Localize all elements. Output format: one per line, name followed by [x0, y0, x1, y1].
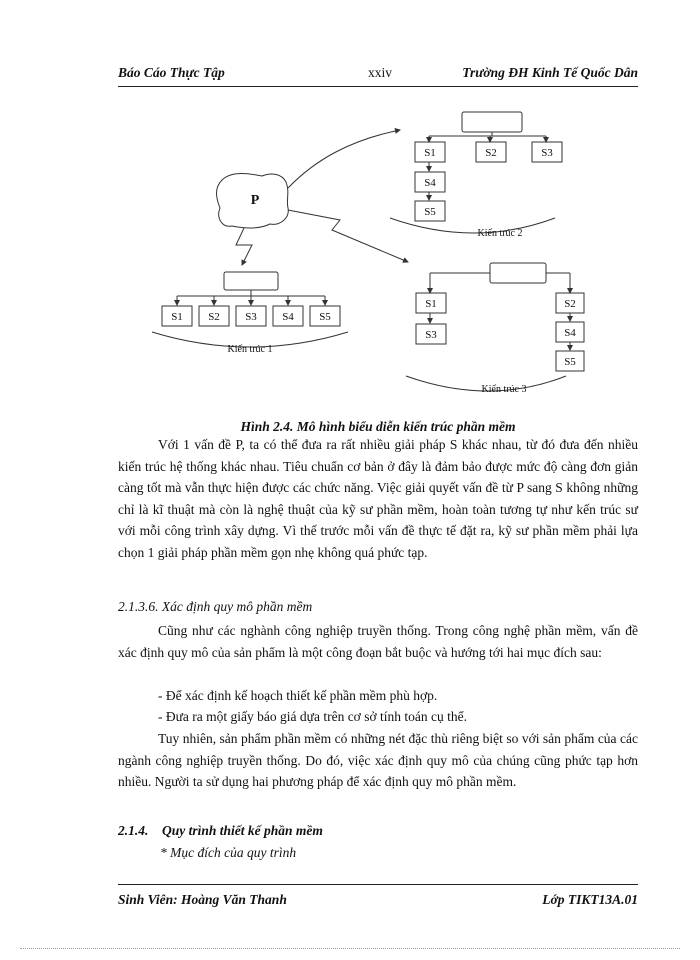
arch2-s3: S3	[541, 147, 553, 159]
purpose-line: * Mục đích của quy trình	[160, 845, 297, 860]
arch3-s3: S3	[425, 329, 437, 341]
figure-caption: Hình 2.4. Mô hình biểu diễn kiến trúc phần mềm	[240, 419, 516, 434]
section-title: Quy trình thiết kế phần mềm	[162, 823, 323, 838]
arch3-root	[490, 263, 546, 283]
subsection-heading: 2.1.3.6. Xác định quy mô phần mềm	[118, 599, 313, 614]
section-number: 2.1.4.	[118, 823, 149, 838]
arch1-s5: S5	[319, 311, 331, 323]
arch3-s5: S5	[564, 356, 576, 368]
page-header	[118, 60, 638, 84]
arch1-s3: S3	[245, 311, 257, 323]
arch2-s1: S1	[424, 147, 436, 159]
section-heading	[118, 820, 638, 842]
paragraph-scale: Cũng như các nghành công nghiệp truyền thống. Trong công nghệ phần mềm, vấn đề xác định quy mô của sản phẩm là một công đoạn bắt buộc và hướng tới hai mục đích sau:	[118, 623, 638, 660]
arch2-s4: S4	[424, 177, 436, 189]
page-bottom-border	[20, 948, 680, 949]
header-report-title: Báo Cáo Thực Tập	[118, 65, 225, 80]
paragraph-architecture: Với 1 vấn đề P, ta có thể đưa ra rất nhiều giải pháp S khác nhau, từ đó đưa đến nhiều kiến trúc hệ thống khác nhau. Tiêu chuẩn cơ bản ở đây là đảm bảo được mức độ càng đơn giản càng tốt mà vẫn thực hiện được các chức năng. Việc giải quyết vấn đề từ P sang S không những chỉ là kĩ thuật mà còn là nghệ thuật của kỹ sư phần mềm, hoàn toàn tương tự như kến trúc sư với mỗi công trình xây dựng. Vì thế trước mỗi vấn đề thực tế đặt ra, kỹ sư phần mềm phải lựa chọn 1 giải pháp phần mềm gọn nhẹ không quá phức tạp.	[118, 437, 638, 560]
arch2-s5: S5	[424, 206, 436, 218]
lightning-to-arch2	[288, 130, 400, 188]
footer-student: Sinh Viên: Hoàng Văn Thanh	[118, 892, 287, 907]
arch1-s1: S1	[171, 311, 183, 323]
footer-class: Lớp TIKT13A.01	[542, 892, 638, 907]
arch1-label: Kiến trúc 1	[227, 344, 273, 355]
bullet-quote: - Đưa ra một giấy báo giá dựa trên cơ sở tính toán cụ thể.	[158, 709, 467, 724]
arch2-label: Kiến trúc 2	[477, 228, 523, 239]
bullet-plan: - Để xác định kế hoạch thiết kế phần mềm phù hợp.	[158, 688, 438, 703]
header-university: Trường ĐH Kinh Tế Quốc Dân	[462, 65, 638, 80]
arch3-label: Kiến trúc 3	[481, 384, 527, 395]
arch2-root	[462, 112, 522, 132]
lightning-to-arch3	[288, 210, 408, 262]
footer-divider	[118, 884, 638, 885]
arch3-s4: S4	[564, 327, 576, 339]
arch1-s2: S2	[208, 311, 220, 323]
arch1-s4: S4	[282, 311, 294, 323]
arch3-s2: S2	[564, 298, 576, 310]
arch3-s1: S1	[425, 298, 437, 310]
arch1-root	[224, 272, 278, 290]
header-divider	[118, 86, 638, 87]
header-page-number: xxiv	[368, 65, 393, 80]
arch2-s2: S2	[485, 147, 497, 159]
architecture-diagram	[140, 100, 576, 400]
lightning-to-arch1	[236, 228, 252, 265]
paragraph-methods: Tuy nhiên, sản phẩm phần mềm có những nét đặc thù riêng biệt so với sản phẩm của các ngành công nghiệp truyền thống. Do đó, việc xác định quy mô của chúng cũng phức tạp hơn nhiều. Người ta sử dụng hai phương pháp để xác định quy mô phần mềm.	[118, 731, 638, 789]
problem-label: P	[250, 193, 260, 208]
